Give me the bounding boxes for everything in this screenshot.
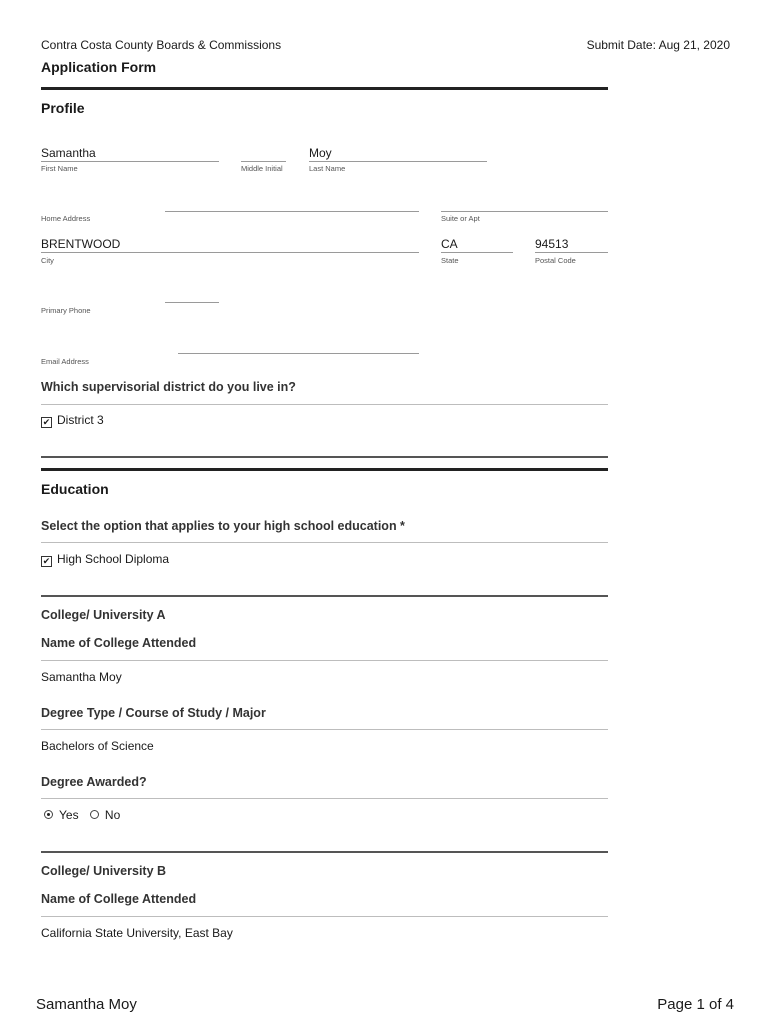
middle-initial-line [241, 161, 286, 162]
header-divider [41, 87, 608, 90]
district-question-divider [41, 404, 608, 405]
home-address-line [165, 211, 419, 212]
footer-applicant-name: Samantha Moy [36, 996, 137, 1013]
college-a-degree-divider [41, 729, 608, 730]
primary-phone-line [165, 302, 219, 303]
profile-section-title: Profile [41, 100, 85, 116]
submit-date: Submit Date: Aug 21, 2020 [586, 38, 730, 52]
college-a-name-label: Name of College Attended [41, 636, 197, 650]
college-b-name-value: California State University, East Bay [41, 926, 233, 940]
footer-page-number: Page 1 of 4 [657, 996, 734, 1013]
postal-code-line [535, 252, 608, 253]
form-title: Application Form [41, 59, 157, 75]
checked-checkbox-icon: ✔ [42, 556, 51, 566]
degree-awarded-no: No [104, 808, 121, 822]
college-a-heading: College/ University A [41, 608, 166, 622]
primary-phone-caption: Primary Phone [41, 306, 91, 315]
home-address-caption: Home Address [41, 214, 91, 223]
radio-unselected-icon [90, 810, 99, 819]
state-caption: State [441, 256, 459, 265]
city-caption: City [41, 256, 54, 265]
education-divider [41, 468, 608, 471]
college-a-name-divider [41, 660, 608, 661]
high-school-question: Select the option that applies to your high school education * [41, 519, 405, 533]
email-caption: Email Address [41, 357, 89, 366]
postal-code-caption: Postal Code [535, 256, 576, 265]
degree-awarded-yes: Yes [59, 808, 79, 822]
last-name-caption: Last Name [309, 164, 346, 173]
city-value: BRENTWOOD [41, 237, 121, 251]
college-a-degree-label: Degree Type / Course of Study / Major [41, 706, 266, 720]
college-b-heading: College/ University B [41, 864, 167, 878]
college-a-awarded-divider [41, 798, 608, 799]
state-value: CA [441, 237, 458, 251]
suite-line [441, 211, 608, 212]
college-a-name-value: Samantha Moy [41, 670, 122, 684]
state-line [441, 252, 513, 253]
postal-code-value: 94513 [535, 237, 569, 251]
education-section-title: Education [41, 481, 109, 497]
district-answer-label: District 3 [57, 413, 104, 427]
middle-initial-caption: Middle Initial [241, 164, 283, 173]
first-name-caption: First Name [41, 164, 78, 173]
high-school-divider [41, 542, 608, 543]
college-b-divider [41, 851, 608, 853]
college-a-degree-value: Bachelors of Science [41, 739, 154, 753]
city-line [41, 252, 419, 253]
email-line [178, 353, 419, 354]
radio-selected-icon [44, 810, 53, 819]
district-question: Which supervisorial district do you live in? [41, 380, 296, 394]
high-school-answer [41, 552, 169, 567]
high-school-answer-label: High School Diploma [57, 552, 170, 566]
last-name-line [309, 161, 487, 162]
district-answer [41, 413, 104, 428]
degree-awarded-options [44, 808, 120, 822]
college-a-awarded-label: Degree Awarded? [41, 775, 147, 789]
college-b-name-label: Name of College Attended [41, 892, 197, 906]
first-name-line [41, 161, 219, 162]
college-a-divider [41, 595, 608, 597]
first-name-value: Samantha [41, 146, 96, 160]
last-name-value: Moy [309, 146, 332, 160]
college-b-name-divider [41, 916, 608, 917]
checked-checkbox-icon: ✔ [42, 417, 51, 427]
suite-caption: Suite or Apt [441, 214, 480, 223]
section-divider [41, 456, 608, 458]
organization-name: Contra Costa County Boards & Commissions [41, 38, 282, 52]
